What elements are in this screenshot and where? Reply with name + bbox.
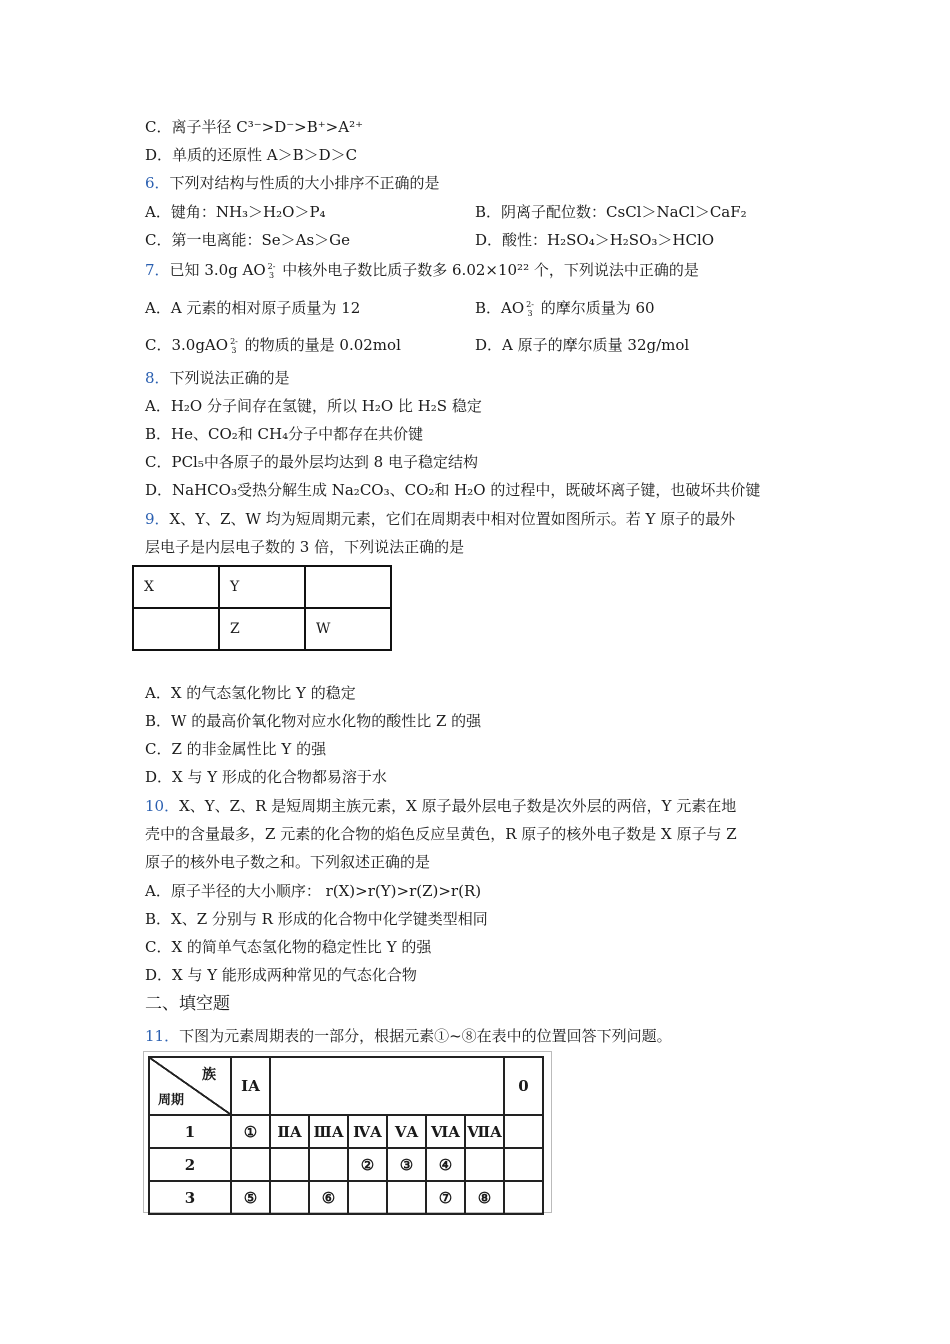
q7-option-b-ion (526, 300, 534, 318)
q9-cell-z: Z (219, 608, 305, 650)
period-2: 2 (149, 1148, 231, 1181)
group-VIA: ⅥA (426, 1115, 465, 1148)
q7-option-b-sub: 3 (527, 309, 533, 318)
header-group-label: 族 (202, 1067, 216, 1083)
q7-option-c-ion (230, 337, 238, 355)
q9-option-a: A．X 的气态氢化物比 Y 的稳定 (145, 684, 356, 702)
q10-stem-text1: X、Y、Z、R 是短周期主族元素，X 原子最外层电子数是次外层的两倍，Y 元素在地 (179, 797, 737, 815)
q7-options-cd (145, 335, 845, 355)
q9-cell-empty (305, 566, 391, 608)
table-cell (387, 1181, 426, 1214)
q7-option-b-charge: 2- (526, 300, 534, 309)
col-header-0: 0 (504, 1057, 543, 1115)
q7-charge: 2- (267, 262, 276, 271)
table-cell (270, 1148, 309, 1181)
q8-option-b: B．He、CO₂和 CH₄分子中都存在共价键 (145, 425, 424, 443)
q10-stem-line3: 原子的核外电子数之和。下列叙述正确的是 (145, 853, 431, 871)
q9-stem-line1 (145, 509, 735, 529)
q7-ion-charge (268, 262, 276, 280)
col-header-IA: ⅠA (231, 1057, 270, 1115)
element-2: ② (348, 1148, 387, 1181)
header-diagonal-cell (149, 1057, 231, 1115)
q6-option-a: A．键角：NH₃＞H₂O＞P₄ (145, 203, 326, 221)
q7-option-d: D．A 原子的摩尔质量 32g/mol (475, 336, 690, 354)
periodic-table-figure (143, 1051, 552, 1213)
q7-option-b (475, 298, 655, 318)
q9-cell-w: W (305, 608, 391, 650)
q7-option-b-a: B．AO (475, 299, 525, 317)
q8-option-a: A．H₂O 分子间存在氢键，所以 H₂O 比 H₂S 稳定 (145, 397, 482, 415)
element-8: ⑧ (465, 1181, 504, 1214)
q7-stem-part2: 中核外电子数比质子数多 6.02×10²² 个，下列说法中正确的是 (277, 261, 699, 279)
q7-option-b-b: 的摩尔质量为 60 (535, 299, 655, 317)
group-VIIA: ⅦA (465, 1115, 504, 1148)
q7-option-c-a: C．3.0gAO (145, 336, 229, 354)
q7-option-c-b: 的物质的量是 0.02mol (239, 336, 401, 354)
q9-option-b: B．W 的最高价氧化物对应水化物的酸性比 Z 的强 (145, 712, 482, 730)
q9-number: 9． (145, 510, 170, 528)
table-cell (348, 1181, 387, 1214)
q5-option-d: D．单质的还原性 A＞B＞D＞C (145, 146, 358, 164)
periodic-table (148, 1056, 544, 1215)
q6-option-b: B．阴离子配位数：CsCl＞NaCl＞CaF₂ (475, 203, 747, 221)
q6-option-c: C．第一电离能：Se＞As＞Ge (145, 231, 351, 249)
q6-stem (145, 173, 440, 193)
q6-options-ab (145, 202, 845, 222)
q7-option-c-charge: 2- (230, 337, 238, 346)
q7-stem-part1: 已知 3.0g AO (169, 261, 266, 279)
q7-options-ab (145, 298, 845, 318)
q7-subscript: 3 (269, 271, 275, 280)
q5-option-c: C．离子半径 C³⁻>D⁻>B⁺>A²⁺ (145, 118, 364, 136)
q8-stem-text: 下列说法正确的是 (169, 369, 290, 387)
q6-options-cd (145, 230, 845, 250)
q9-cell-x: X (133, 566, 219, 608)
q7-option-c-sub: 3 (231, 346, 237, 355)
group-IIA: ⅡA (270, 1115, 309, 1148)
q9-option-d: D．X 与 Y 形成的化合物都易溶于水 (145, 768, 387, 786)
group-IVA: ⅣA (348, 1115, 387, 1148)
element-1: ① (231, 1115, 270, 1148)
header-period-label: 周期 (158, 1093, 185, 1108)
element-6: ⑥ (309, 1181, 348, 1214)
q11-number: 11． (145, 1027, 180, 1045)
q10-stem-line1 (145, 796, 736, 816)
table-cell (504, 1148, 543, 1181)
table-cell (231, 1148, 270, 1181)
q7-option-a: A．A 元素的相对原子质量为 12 (145, 299, 361, 317)
q6-stem-text: 下列对结构与性质的大小排序不正确的是 (169, 174, 440, 192)
q9-option-c: C．Z 的非金属性比 Y 的强 (145, 740, 327, 758)
q8-option-c: C．PCl₅中各原子的最外层均达到 8 电子稳定结构 (145, 453, 478, 471)
element-7: ⑦ (426, 1181, 465, 1214)
q6-number: 6． (145, 174, 170, 192)
q7-stem (145, 260, 699, 280)
table-cell (270, 1181, 309, 1214)
group-VA: ⅤA (387, 1115, 426, 1148)
q8-stem (145, 368, 290, 388)
section-heading: 二、填空题 (145, 994, 230, 1014)
table-cell (504, 1115, 543, 1148)
q6-option-d: D．酸性：H₂SO₄＞H₂SO₃＞HClO (475, 231, 715, 249)
q9-stem-line2: 层电子是内层电子数的 3 倍，下列说法正确的是 (145, 538, 465, 556)
element-3: ③ (387, 1148, 426, 1181)
q9-cell-y: Y (219, 566, 305, 608)
period-3: 3 (149, 1181, 231, 1214)
q7-option-c (145, 336, 401, 354)
q10-option-d: D．X 与 Y 能形成两种常见的气态化合物 (145, 966, 417, 984)
period-1: 1 (149, 1115, 231, 1148)
table-cell (309, 1148, 348, 1181)
q10-option-c: C．X 的简单气态氢化物的稳定性比 Y 的强 (145, 938, 432, 956)
header-blank (270, 1057, 504, 1115)
q7-number: 7． (145, 261, 170, 279)
table-cell (504, 1181, 543, 1214)
q8-number: 8． (145, 369, 170, 387)
q10-option-b: B．X、Z 分别与 R 形成的化合物中化学键类型相同 (145, 910, 488, 928)
q10-option-a: A．原子半径的大小顺序： r(X)>r(Y)>r(Z)>r(R) (145, 882, 482, 900)
q11-stem (145, 1026, 672, 1046)
table-cell (465, 1148, 504, 1181)
q8-option-d: D．NaHCO₃受热分解生成 Na₂CO₃、CO₂和 H₂O 的过程中，既破坏离子键，也破坏共价键 (145, 481, 761, 499)
element-5: ⑤ (231, 1181, 270, 1214)
q10-stem-line2: 壳中的含量最多，Z 元素的化合物的焰色反应呈黄色，R 原子的核外电子数是 X 原子与 Z (145, 825, 737, 843)
q9-stem-text1: X、Y、Z、W 均为短周期元素，它们在周期表中相对位置如图所示。若 Y 原子的最外 (169, 510, 736, 528)
q9-position-grid (132, 565, 392, 651)
element-4: ④ (426, 1148, 465, 1181)
q9-cell-empty (133, 608, 219, 650)
group-IIIA: ⅢA (309, 1115, 348, 1148)
q10-number: 10． (145, 797, 180, 815)
q11-stem-text: 下图为元素周期表的一部分，根据元素①~⑧在表中的位置回答下列问题。 (179, 1027, 672, 1045)
